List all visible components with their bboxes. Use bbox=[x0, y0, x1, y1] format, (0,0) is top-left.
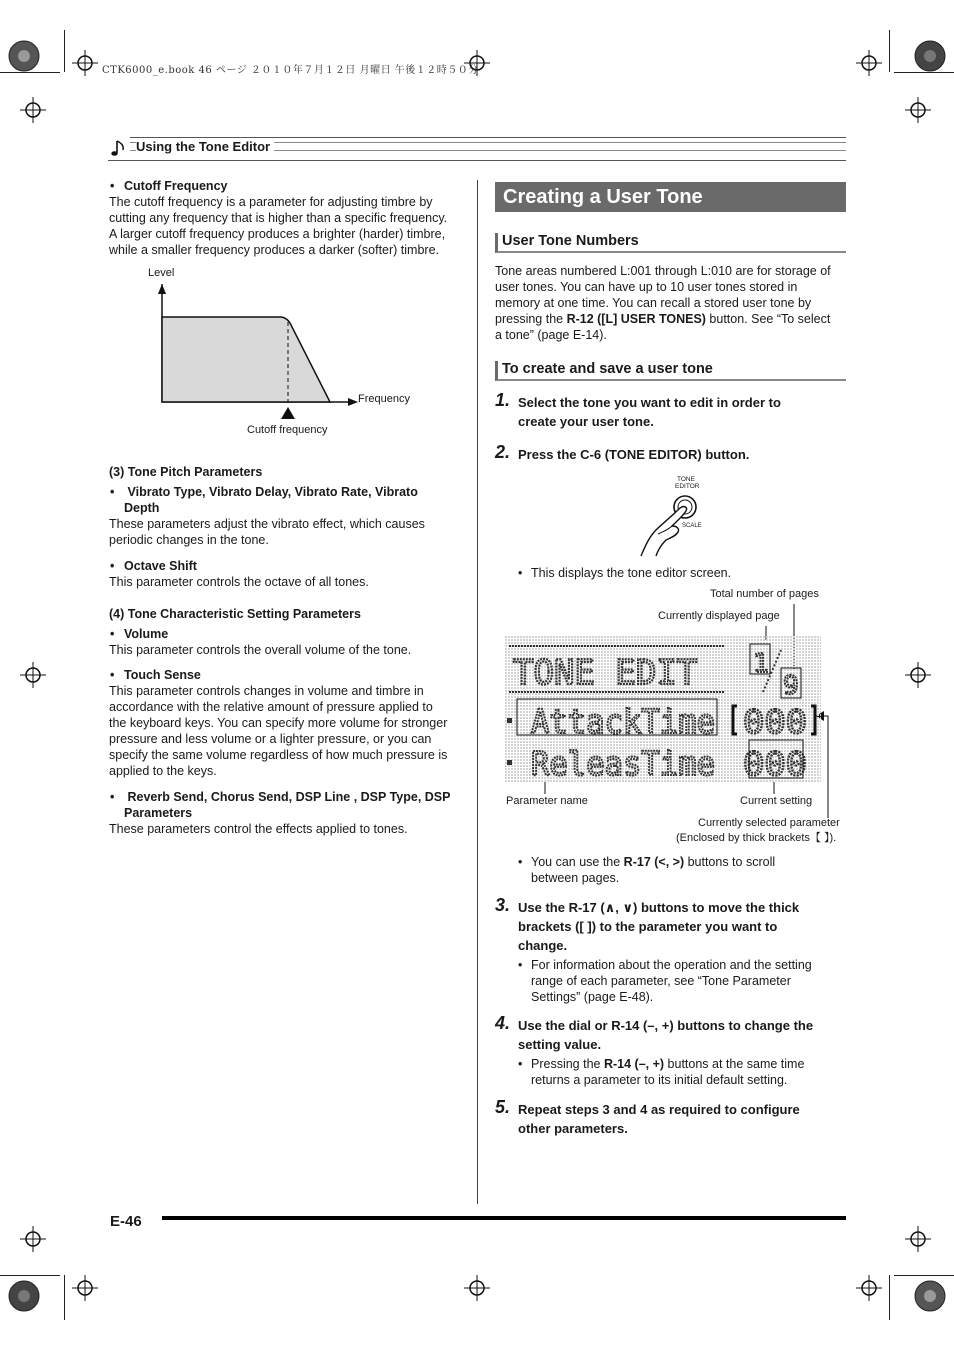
step-number: 5. bbox=[495, 1097, 511, 1117]
running-head-title: Using the Tone Editor bbox=[136, 139, 274, 154]
text-run: buttons at the same time bbox=[664, 1057, 805, 1071]
section-title: Creating a User Tone bbox=[495, 182, 846, 212]
text-line: specify the same volume regardless of how much pressure is bbox=[109, 748, 448, 762]
callout-selected-param: Currently selected parameter bbox=[698, 817, 840, 829]
note-step2 bbox=[518, 565, 838, 581]
create-save-heading: To create and save a user tone bbox=[495, 361, 846, 381]
text-run: button. See “To select bbox=[705, 312, 831, 326]
crosshair-target-icon bbox=[856, 1275, 882, 1301]
button-reference: R-17 (<, >) bbox=[623, 855, 685, 869]
column-divider bbox=[477, 180, 478, 1204]
callout-current-setting: Current setting bbox=[740, 795, 813, 807]
section-character-heading: (4) Tone Characteristic Setting Parameters bbox=[109, 607, 361, 621]
callout-param-name: Parameter name bbox=[506, 795, 588, 807]
diagram-x-label: Frequency bbox=[358, 393, 410, 405]
lcd-param-name-2: ReleasTime bbox=[531, 744, 715, 782]
page-number: E-46 bbox=[110, 1213, 142, 1230]
callout-total-pages: Total number of pages bbox=[710, 588, 819, 600]
octave-heading: • Octave Shift bbox=[110, 558, 197, 574]
crosshair-target-icon bbox=[20, 1226, 46, 1252]
text-line bbox=[495, 311, 850, 327]
text-line: The cutoff frequency is a parameter for adjusting timbre by bbox=[109, 195, 433, 209]
touch-heading: • Touch Sense bbox=[110, 667, 201, 683]
diagram-marker-label: Cutoff frequency bbox=[247, 424, 328, 436]
user-tone-numbers-body bbox=[495, 263, 850, 343]
text-line: user tones. You can have up to 10 user tones stored in bbox=[495, 280, 798, 294]
crop-line bbox=[889, 30, 890, 72]
crop-line bbox=[889, 1275, 890, 1320]
lcd-value-2: 000 bbox=[743, 745, 807, 782]
crop-line bbox=[0, 1275, 60, 1276]
crosshair-target-icon bbox=[20, 97, 46, 123]
text-line: create your user tone. bbox=[518, 414, 654, 429]
text-line: Reverb Send, Chorus Send, DSP Line , DSP Type, DSP bbox=[127, 790, 451, 804]
text-line: a tone” (page E-14). bbox=[495, 328, 607, 342]
text-line: cutting any frequency that is higher than a specific frequency. bbox=[109, 211, 448, 225]
text-line: other parameters. bbox=[518, 1121, 628, 1136]
crop-line bbox=[64, 1275, 65, 1320]
vibrato-heading bbox=[110, 484, 470, 516]
note-step3 bbox=[518, 957, 838, 1005]
volume-heading: • Volume bbox=[110, 626, 168, 642]
text-line: memory at one time. You can recall a stored user tone by bbox=[495, 296, 812, 310]
step-number: 4. bbox=[495, 1013, 511, 1033]
text-line: the keyboard keys. You can specify more volume for stronger bbox=[109, 716, 448, 730]
step-text bbox=[518, 393, 848, 431]
text-line: applied to the keys. bbox=[109, 764, 217, 778]
text-run: Pressing the bbox=[531, 1057, 604, 1071]
text-line: • For information about the operation and the setting bbox=[531, 958, 812, 972]
step-text bbox=[518, 898, 848, 955]
text-line: This parameter controls changes in volume and timbre in bbox=[109, 684, 424, 698]
diagram-y-label: Level bbox=[148, 267, 175, 279]
text-line: Parameters bbox=[124, 806, 193, 820]
touch-body bbox=[109, 683, 469, 779]
crosshair-target-icon bbox=[72, 1275, 98, 1301]
step-text bbox=[518, 1100, 848, 1138]
crosshair-target-icon bbox=[905, 1226, 931, 1252]
text-run: pressing the bbox=[495, 312, 567, 326]
cutoff-body bbox=[109, 194, 469, 258]
crosshair-target-icon bbox=[856, 50, 882, 76]
crosshair-target-icon bbox=[464, 1275, 490, 1301]
lcd-display bbox=[505, 636, 821, 782]
lcd-dot-matrix bbox=[505, 636, 821, 782]
reverb-heading bbox=[110, 789, 470, 821]
button-art-label-top bbox=[675, 476, 700, 490]
vibrato-body bbox=[109, 516, 469, 548]
text-line: returns a parameter to its initial default setting. bbox=[531, 1073, 788, 1087]
user-tone-numbers-heading: User Tone Numbers bbox=[495, 233, 846, 253]
button-art-label-bottom: SCALE bbox=[682, 523, 702, 529]
text-line: setting value. bbox=[518, 1037, 602, 1052]
text-line: accordance with the relative amount of pressure applied to bbox=[109, 700, 433, 714]
registration-circle-icon bbox=[6, 38, 42, 74]
text-line: Tone areas numbered L:001 through L:010 are for storage of bbox=[495, 264, 831, 278]
crop-line bbox=[64, 30, 65, 72]
step-number: 3. bbox=[495, 895, 511, 915]
text-line: Vibrato Type, Vibrato Delay, Vibrato Rate, Vibrato bbox=[127, 485, 418, 499]
crosshair-target-icon bbox=[905, 662, 931, 688]
lcd-title-text: TONE EDIT bbox=[513, 653, 698, 693]
button-reference: R-14 (–, +) bbox=[603, 1057, 665, 1071]
callout-current-page: Currently displayed page bbox=[658, 610, 780, 622]
octave-body: This parameter controls the octave of all tones. bbox=[109, 575, 369, 589]
text-line: TONE bbox=[677, 476, 695, 483]
button-reference: R-12 ([L] USER TONES) bbox=[566, 312, 706, 326]
reverb-body: These parameters control the effects applied to tones. bbox=[109, 822, 408, 836]
registration-circle-icon bbox=[912, 1278, 948, 1314]
footer-rule bbox=[162, 1216, 846, 1220]
text-run: buttons to scroll bbox=[684, 855, 776, 869]
lcd-param-name-1: AttackTime bbox=[531, 702, 715, 741]
text-run: You can use the bbox=[531, 855, 624, 869]
text-line: These parameters adjust the vibrato effect, which causes bbox=[109, 517, 425, 531]
note-step4 bbox=[518, 1056, 838, 1088]
cutoff-heading: • Cutoff Frequency bbox=[110, 178, 227, 194]
registration-circle-icon bbox=[6, 1278, 42, 1314]
crosshair-target-icon bbox=[20, 662, 46, 688]
text-line bbox=[518, 854, 838, 870]
text-line: change. bbox=[518, 938, 568, 953]
text-line: while a smaller frequency produces a darker (softer) timbre. bbox=[109, 243, 439, 257]
text-line: brackets ([ ]) to the parameter you want to bbox=[518, 919, 778, 934]
running-head bbox=[108, 137, 846, 159]
text-line: pressure and less volume or a lighter pressure, or you can bbox=[109, 732, 432, 746]
lcd-page-current: 1 bbox=[753, 649, 769, 679]
text-line: Repeat steps 3 and 4 as required to configure bbox=[518, 1102, 800, 1117]
music-note-icon bbox=[108, 137, 130, 159]
volume-body: This parameter controls the overall volume of the tone. bbox=[109, 643, 412, 657]
registration-circle-icon bbox=[912, 38, 948, 74]
text-line: Use the R-17 (∧, ∨) buttons to move the thick bbox=[518, 900, 800, 915]
note-scroll bbox=[518, 854, 838, 886]
crosshair-target-icon bbox=[72, 50, 98, 76]
callout-leader-line bbox=[540, 780, 550, 796]
step-text: Press the C-6 (TONE EDITOR) button. bbox=[518, 447, 750, 462]
text-line: range of each parameter, see “Tone Parameter bbox=[531, 974, 791, 988]
callout-selected-param-note: (Enclosed by thick brackets【 】). bbox=[676, 832, 837, 844]
cutoff-frequency-diagram bbox=[150, 282, 360, 422]
lcd-value-1: 000 bbox=[743, 703, 807, 741]
text-line: A larger cutoff frequency produces a brighter (harder) timbre, bbox=[109, 227, 446, 241]
crop-line bbox=[894, 1275, 954, 1276]
text-line: Use the dial or R-14 (–, +) buttons to change the bbox=[518, 1018, 814, 1033]
lcd-page-total: 9 bbox=[783, 671, 799, 701]
text-line: Settings” (page E-48). bbox=[531, 990, 654, 1004]
text-line: • This displays the tone editor screen. bbox=[531, 566, 732, 580]
text-line: between pages. bbox=[531, 871, 620, 885]
text-line: Depth bbox=[124, 501, 160, 515]
step-text bbox=[518, 1016, 848, 1054]
step-number: 2. bbox=[495, 442, 511, 462]
section-pitch-heading: (3) Tone Pitch Parameters bbox=[109, 465, 263, 479]
book-meta-line: CTK6000_e.book 46 ページ ２０１０年７月１２日 月曜日 午後１２時５０分 bbox=[102, 65, 479, 76]
text-line bbox=[518, 1056, 838, 1072]
text-line: Select the tone you want to edit in order to bbox=[518, 395, 781, 410]
crosshair-target-icon bbox=[905, 97, 931, 123]
text-line: periodic changes in the tone. bbox=[109, 533, 269, 547]
step-number: 1. bbox=[495, 390, 511, 410]
text-line: EDITOR bbox=[675, 483, 700, 490]
